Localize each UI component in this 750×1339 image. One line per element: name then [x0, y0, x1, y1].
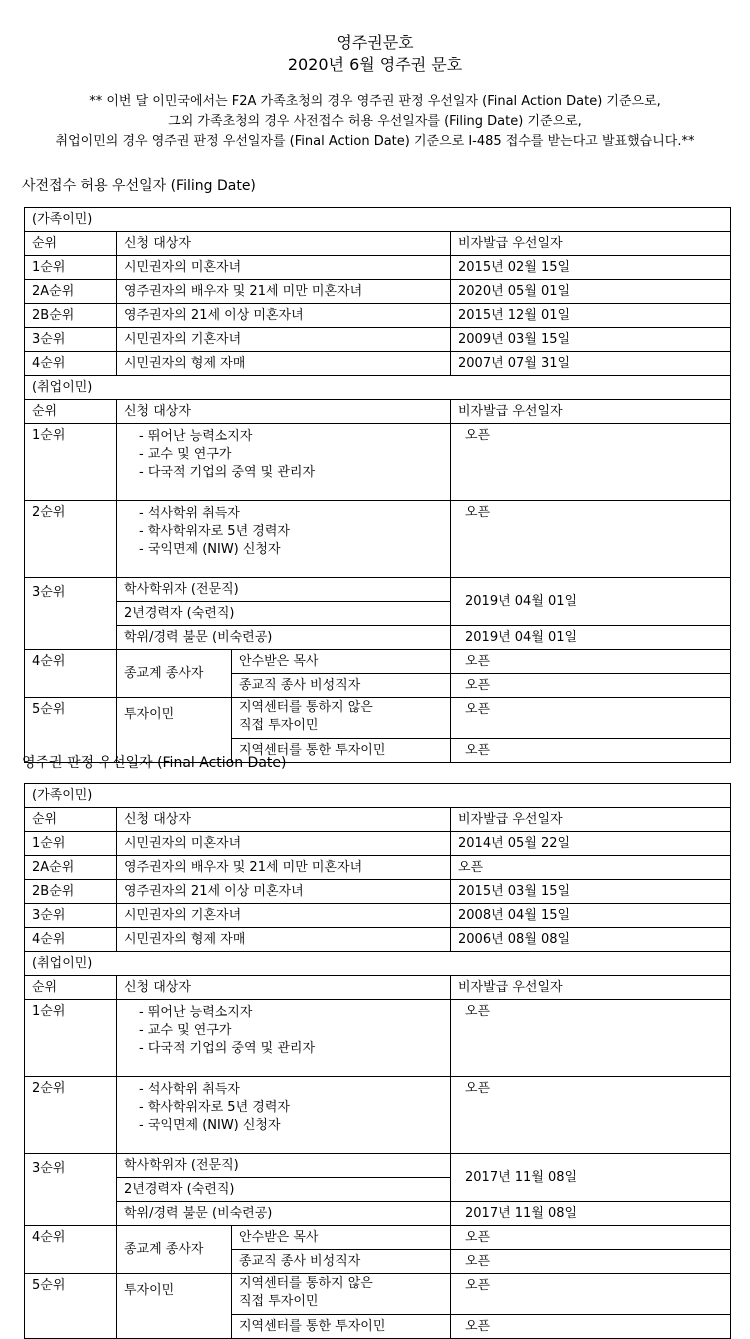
notice-text: [0, 92, 750, 152]
applicant-list: [117, 1000, 451, 1077]
applicant-cell: 2년경력자 (숙련직): [117, 602, 451, 626]
applicant-list: [117, 424, 451, 501]
rank-cell: 3순위: [25, 328, 117, 352]
rank-cell: 4순위: [25, 1226, 117, 1274]
table-header-row: [25, 976, 731, 1000]
date-cell: 2009년 03월 15일: [451, 328, 731, 352]
table-header-row: [25, 808, 731, 832]
date-cell: 오픈: [451, 856, 731, 880]
date-cell: 오픈: [451, 1250, 731, 1274]
table-row: [25, 856, 731, 880]
table-row: [25, 280, 731, 304]
rank-cell: 3순위: [25, 904, 117, 928]
applicant-cell: 학위/경력 불문 (비숙련공): [117, 626, 451, 650]
date-cell: 2007년 07월 31일: [451, 352, 731, 376]
applicant-cell: 2년경력자 (숙련직): [117, 1178, 451, 1202]
date-cell: 2017년 11월 08일: [451, 1202, 731, 1226]
rank-cell: 4순위: [25, 928, 117, 952]
applicant-cell: 학위/경력 불문 (비숙련공): [117, 1202, 451, 1226]
category-cell: 종교계 종사자: [117, 650, 232, 698]
applicant-cell: 시민권자의 형제 자매: [117, 928, 451, 952]
date-cell: 오픈: [451, 739, 731, 763]
date-cell: 오픈: [451, 674, 731, 698]
col-applicant-header: 신청 대상자: [117, 400, 451, 424]
col-rank-header: 순위: [25, 808, 117, 832]
applicant-cell: 지역센터를 통한 투자이민: [232, 739, 451, 763]
table-row: [25, 578, 731, 602]
page-title: 영주권문호: [336, 33, 414, 52]
table-row: [25, 1274, 731, 1315]
notice-line: 그외 가족초청의 경우 사전접수 허용 우선일자를 (Filing Date) 기준으로,: [168, 114, 582, 129]
rank-cell: 1순위: [25, 424, 117, 501]
rank-cell: 3순위: [25, 1154, 117, 1226]
applicant-cell: [232, 1274, 451, 1315]
date-cell: 2017년 11월 08일: [451, 1154, 731, 1202]
table-row: [25, 424, 731, 501]
page-subtitle: 2020년 6월 영주권 문호: [287, 55, 463, 74]
rank-cell: 2B순위: [25, 880, 117, 904]
applicant-line: 직접 투자이민: [239, 1294, 319, 1309]
applicant-cell: [232, 698, 451, 739]
date-cell: 오픈: [451, 1315, 731, 1339]
table-row: [25, 626, 731, 650]
rank-cell: 4순위: [25, 650, 117, 698]
col-applicant-header: 신청 대상자: [117, 976, 451, 1000]
list-item: - 다국적 기업의 중역 및 관리자: [139, 1041, 316, 1056]
rank-cell: 4순위: [25, 352, 117, 376]
applicant-line: 직접 투자이민: [239, 718, 319, 733]
rank-cell: 1순위: [25, 832, 117, 856]
rank-cell: 1순위: [25, 1000, 117, 1077]
applicant-cell: 종교직 종사 비성직자: [232, 1250, 451, 1274]
rank-cell: 2B순위: [25, 304, 117, 328]
date-cell: 오픈: [451, 1000, 731, 1077]
rank-cell: 2A순위: [25, 280, 117, 304]
list-item: - 석사학위 취득자: [139, 1082, 240, 1097]
applicant-line: 지역센터를 통하지 않은: [239, 700, 373, 715]
table-row: [25, 328, 731, 352]
category-cell: 종교계 종사자: [117, 1226, 232, 1274]
table-row: [25, 304, 731, 328]
table-row: [25, 880, 731, 904]
col-date-header: 비자발급 우선일자: [451, 400, 731, 424]
date-cell: 오픈: [451, 501, 731, 578]
table-row: [25, 1154, 731, 1178]
rank-cell: 5순위: [25, 698, 117, 763]
employment-label: (취업이민): [25, 376, 731, 400]
table-row: [25, 1226, 731, 1250]
col-date-header: 비자발급 우선일자: [451, 232, 731, 256]
applicant-cell: 영주권자의 배우자 및 21세 미만 미혼자녀: [117, 280, 451, 304]
date-cell: 오픈: [451, 1077, 731, 1154]
date-cell: 오픈: [451, 650, 731, 674]
applicant-list: [117, 501, 451, 578]
applicant-cell: 영주권자의 배우자 및 21세 미만 미혼자녀: [117, 856, 451, 880]
applicant-cell: 시민권자의 기혼자녀: [117, 328, 451, 352]
applicant-cell: 안수받은 목사: [232, 1226, 451, 1250]
applicant-cell: 시민권자의 미혼자녀: [117, 256, 451, 280]
date-cell: 2019년 04월 01일: [451, 626, 731, 650]
table-row: [25, 904, 731, 928]
date-cell: 2015년 03월 15일: [451, 880, 731, 904]
table-row: [25, 501, 731, 578]
applicant-cell: 종교직 종사 비성직자: [232, 674, 451, 698]
table-header-row: [25, 400, 731, 424]
applicant-cell: 학사학위자 (전문직): [117, 578, 451, 602]
employment-label: (취업이민): [25, 952, 731, 976]
category-cell: 투자이민: [117, 1274, 232, 1339]
applicant-cell: 영주권자의 21세 이상 미혼자녀: [117, 880, 451, 904]
family-label: (가족이민): [25, 784, 731, 808]
col-applicant-header: 신청 대상자: [117, 232, 451, 256]
rank-cell: 2A순위: [25, 856, 117, 880]
col-rank-header: 순위: [25, 976, 117, 1000]
list-item: - 다국적 기업의 중역 및 관리자: [139, 465, 316, 480]
section-heading-final-action: 영주권 판정 우선일자 (Final Action Date): [22, 755, 287, 771]
table-row: [25, 1000, 731, 1077]
col-rank-header: 순위: [25, 232, 117, 256]
date-cell: 2006년 08월 08일: [451, 928, 731, 952]
col-date-header: 비자발급 우선일자: [451, 808, 731, 832]
list-item: - 석사학위 취득자: [139, 506, 240, 521]
applicant-line: 지역센터를 통하지 않은: [239, 1276, 373, 1291]
section-heading-filing: 사전접수 허용 우선일자 (Filing Date): [22, 178, 256, 194]
table-header-row: [25, 232, 731, 256]
date-cell: 오픈: [451, 1226, 731, 1250]
date-cell: 오픈: [451, 1274, 731, 1315]
list-item: - 교수 및 연구가: [139, 447, 232, 462]
list-item: - 교수 및 연구가: [139, 1023, 232, 1038]
list-item: - 뛰어난 능력소지자: [139, 1005, 253, 1020]
applicant-cell: 지역센터를 통한 투자이민: [232, 1315, 451, 1339]
rank-cell: 1순위: [25, 256, 117, 280]
notice-line: ** 이번 달 이민국에서는 F2A 가족초청의 경우 영주권 판정 우선일자 (Final Action Date) 기준으로,: [89, 94, 661, 109]
applicant-cell: 시민권자의 형제 자매: [117, 352, 451, 376]
list-item: - 학사학위자로 5년 경력자: [139, 1100, 290, 1115]
list-item: - 학사학위자로 5년 경력자: [139, 524, 290, 539]
applicant-list: [117, 1077, 451, 1154]
table-row: [25, 832, 731, 856]
final-action-date-table: [24, 783, 731, 1339]
table-row: [25, 698, 731, 739]
date-cell: 오픈: [451, 698, 731, 739]
family-label: (가족이민): [25, 208, 731, 232]
table-row: [25, 928, 731, 952]
applicant-cell: 학사학위자 (전문직): [117, 1154, 451, 1178]
notice-line: 취업이민의 경우 영주권 판정 우선일자를 (Final Action Date) 기준으로 I-485 접수를 받는다고 발표했습니다.**: [55, 134, 695, 149]
list-item: - 국익면제 (NIW) 신청자: [139, 542, 281, 557]
col-applicant-header: 신청 대상자: [117, 808, 451, 832]
category-cell: 투자이민: [117, 698, 232, 763]
applicant-cell: 시민권자의 기혼자녀: [117, 904, 451, 928]
table-row: [25, 1202, 731, 1226]
rank-cell: 3순위: [25, 578, 117, 650]
col-date-header: 비자발급 우선일자: [451, 976, 731, 1000]
col-rank-header: 순위: [25, 400, 117, 424]
list-item: - 뛰어난 능력소지자: [139, 429, 253, 444]
date-cell: 2019년 04월 01일: [451, 578, 731, 626]
rank-cell: 2순위: [25, 1077, 117, 1154]
table-row: [25, 650, 731, 674]
rank-cell: 2순위: [25, 501, 117, 578]
table-row: [25, 256, 731, 280]
date-cell: 2015년 02월 15일: [451, 256, 731, 280]
list-item: - 국익면제 (NIW) 신청자: [139, 1118, 281, 1133]
applicant-cell: 시민권자의 미혼자녀: [117, 832, 451, 856]
applicant-cell: 영주권자의 21세 이상 미혼자녀: [117, 304, 451, 328]
table-row: [25, 352, 731, 376]
date-cell: 2020년 05월 01일: [451, 280, 731, 304]
applicant-cell: 안수받은 목사: [232, 650, 451, 674]
rank-cell: 5순위: [25, 1274, 117, 1339]
date-cell: 2015년 12월 01일: [451, 304, 731, 328]
filing-date-table: [24, 207, 731, 763]
date-cell: 2014년 05월 22일: [451, 832, 731, 856]
date-cell: 오픈: [451, 424, 731, 501]
date-cell: 2008년 04월 15일: [451, 904, 731, 928]
table-row: [25, 1077, 731, 1154]
